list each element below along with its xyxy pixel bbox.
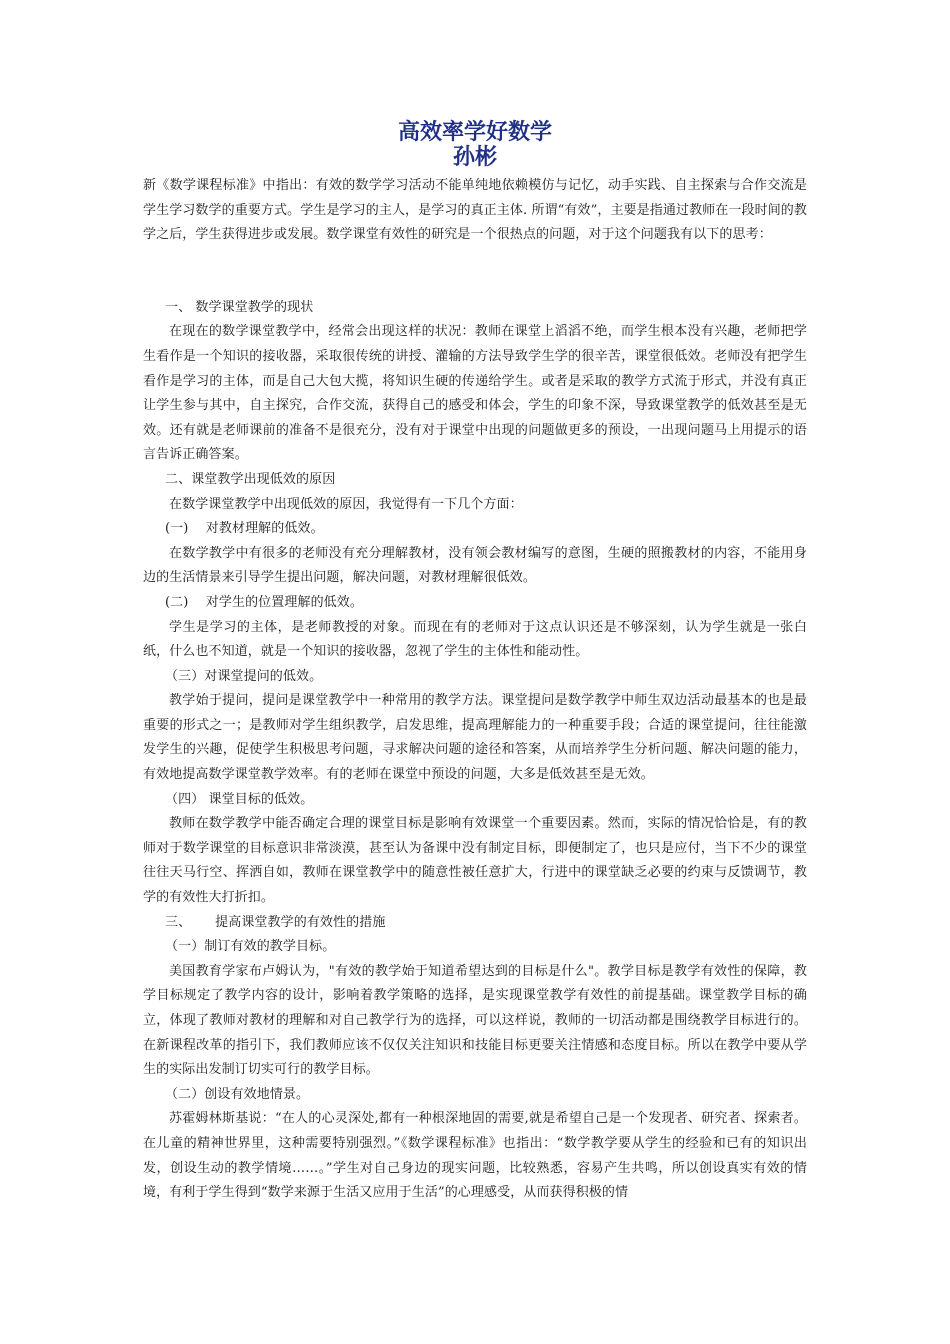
body-paragraph: 在现在的数学课堂教学中，经常会出现这样的状况：教师在课堂上滔滔不绝，而学生根本没有兴趣，老师把学生看作是一个知识的接收器，采取很传统的讲授、灌输的方法导致学生学的很辛苦，课堂很低效。老师没有把学生看作是学习的主体，而是自己大包大揽，将知识生硬的传递给学生。或者是采取的教学方式流于形式，并没有真正让学生参与其中，自主探究，合作交流，获得自己的感受和体会，学生的印象不深，导致课堂教学的低效甚至是无效。还有就是老师课前的准备不是很充分，没有对于课堂中出现的问题做更多的预设，一出现问题马上用提示的语言告诉正确答案。 bbox=[143, 324, 807, 463]
document-page bbox=[143, 120, 807, 1206]
document-title: 高效率学好数学 bbox=[397, 120, 552, 145]
subsection-heading: (二) 对学生的位置理解的低效。 bbox=[165, 594, 363, 610]
document-author: 孙彬 bbox=[452, 145, 497, 170]
body-paragraph: 苏霍姆林斯基说：“在人的心灵深处,都有一种根深地固的需要,就是希望自己是一个发现者、研究者、探索者。在儿童的精神世界里，这种需要特别强烈。”《数学课程标准》也指出：“数学教学要从学生的经验和已有的知识出发，创设生动的教学情境……。”学生对自己身边的现实问题，比较熟悉，容易产生共鸣，所以创设真实有效的情境，有利于学生得到“数学来源于生活又应用于生活”的心理感受，从而获得积极的情 bbox=[143, 1111, 807, 1201]
section-heading-1: 一、 数学课堂教学的现状 bbox=[165, 299, 314, 315]
body-paragraph: 学生是学习的主体，是老师教授的对象。而现在有的老师对于这点认识还是不够深刻，认为学生就是一张白纸，什么也不知道，就是一个知识的接收器，忽视了学生的主体性和能动性。 bbox=[143, 619, 807, 660]
body-paragraph: 在数学教学中有很多的老师没有充分理解教材，没有领会教材编写的意图，生硬的照搬教材的内容，不能用身边的生活情景来引导学生提出问题，解决问题，对教材理解很低效。 bbox=[143, 545, 807, 586]
body-paragraph: 教师在数学教学中能否确定合理的课堂目标是影响有效课堂一个重要因素。然而，实际的情况恰恰是，有的教师对于数学课堂的目标意识非常淡漠，甚至认为备课中没有制定目标，即便制定了，也只是应付，当下不少的课堂往往天马行空、挥洒自如，教师在课堂教学中的随意性被任意扩大，行进中的课堂缺乏必要的约束与反馈调节，教学的有效性大打折扣。 bbox=[143, 816, 807, 906]
section-heading-2: 二、课堂教学出现低效的原因 bbox=[165, 471, 336, 487]
blank-line bbox=[143, 248, 807, 272]
subsection-heading: （三）对课堂提问的低效。 bbox=[165, 668, 323, 684]
intro-paragraph: 新《数学课程标准》中指出：有效的数学学习活动不能单纯地依赖模仿与记忆，动手实践、自主探索与合作交流是学生学习数学的重要方式。学生是学习的主人，是学习的真正主体. 所谓“有效”，主要是指通过教师在一段时间的教学之后，学生获得进步或发展。数学课堂有效性的研究是一个很热点的问题，对于这个问题我有以下的思考： bbox=[143, 178, 807, 243]
body-paragraph: 教学始于提问，提问是课堂教学中一种常用的教学方法。课堂提问是数学教学中师生双边活动最基本的也是最重要的形式之一；是教师对学生组织教学，启发思维，提高理解能力的一种重要手段；合适的课堂提问，往往能激发学生的兴趣，促使学生积极思考问题，寻求解决问题的途径和答案，从而培养学生分析问题、解决问题的能力，有效地提高数学课堂教学效率。有的老师在课堂中预设的问题，大多是低效甚至是无效。 bbox=[143, 693, 807, 783]
body-paragraph: 在数学课堂教学中出现低效的原因，我觉得有一下几个方面： bbox=[169, 496, 523, 512]
section-heading-3: 三、 提高课堂教学的有效性的措施 bbox=[165, 914, 386, 930]
subsection-heading: (一) 对教材理解的低效。 bbox=[165, 521, 324, 537]
subsection-heading: （四） 课堂目标的低效。 bbox=[165, 791, 314, 807]
subsection-heading: （一）制订有效的教学目标。 bbox=[165, 939, 336, 955]
blank-line bbox=[143, 272, 807, 296]
subsection-heading: （二）创设有效地情景。 bbox=[165, 1086, 310, 1102]
body-paragraph: 美国教育学家布卢姆认为，"有效的教学始于知道希望达到的目标是什么"。教学目标是教学有效性的保障，教学目标规定了教学内容的设计，影响着教学策略的选择，是实现课堂教学有效性的前提基础。课堂教学目标的确立，体现了教师对教材的理解和对自己教学行为的选择，可以这样说，教师的一切活动都是围绕教学目标进行的。在新课程改革的指引下，我们教师应该不仅仅关注知识和技能目标更要关注情感和态度目标。所以在教学中要从学生的实际出发制订切实可行的教学目标。 bbox=[143, 963, 807, 1078]
